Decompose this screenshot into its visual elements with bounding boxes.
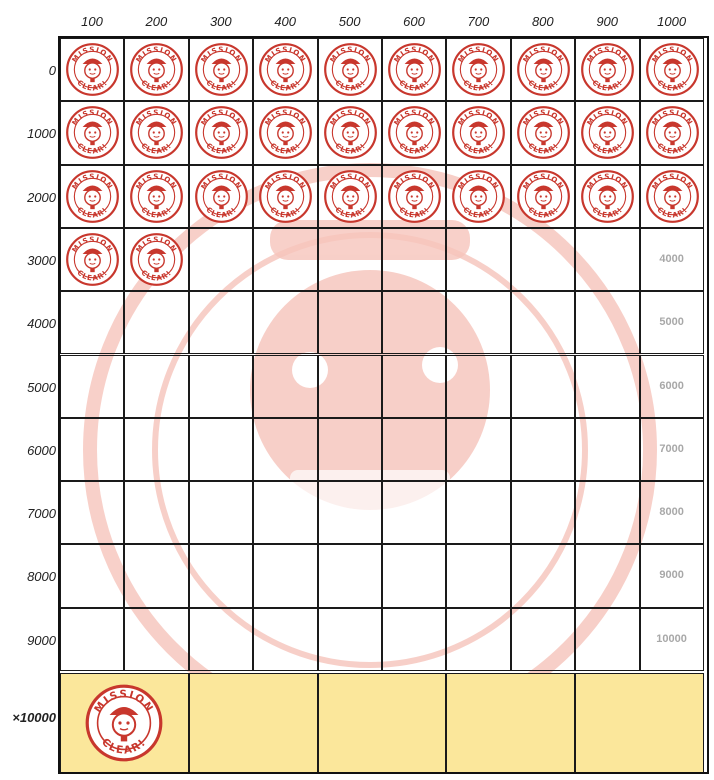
grid-cell[interactable]: [189, 228, 253, 291]
mission-clear-stamp-icon: [129, 169, 184, 224]
bonus-cell[interactable]: [446, 673, 575, 773]
svg-text:MISSION: MISSION: [391, 108, 438, 128]
svg-text:MISSION: MISSION: [327, 44, 373, 65]
svg-text:MISSION: MISSION: [69, 44, 116, 65]
svg-text:MISSION: MISSION: [69, 108, 116, 128]
grid-cell[interactable]: [382, 418, 446, 481]
svg-text:MISSION: MISSION: [520, 108, 566, 128]
grid-cell[interactable]: [318, 418, 382, 481]
svg-text:MISSION: MISSION: [134, 44, 180, 65]
mission-clear-stamp-icon: [580, 169, 635, 224]
grid-cell[interactable]: [382, 355, 446, 418]
svg-text:CLEAR!: CLEAR!: [526, 141, 561, 156]
svg-text:MISSION: MISSION: [198, 108, 244, 128]
mission-clear-stamp-icon: [323, 105, 378, 160]
svg-text:MISSION: MISSION: [649, 108, 695, 128]
mission-clear-stamp-icon: [387, 169, 442, 224]
grid-cell[interactable]: [446, 418, 510, 481]
mission-clear-stamp-icon: [323, 42, 378, 97]
grid-cell[interactable]: [60, 291, 124, 354]
grid-cell[interactable]: [511, 228, 575, 291]
row-header: 6000: [27, 442, 56, 458]
grid-cell[interactable]: [511, 544, 575, 607]
mission-clear-stamp-icon: [258, 169, 313, 224]
grid-cell[interactable]: [575, 291, 639, 354]
svg-text:MISSION: MISSION: [263, 171, 309, 191]
svg-text:MISSION: MISSION: [92, 688, 156, 716]
svg-text:CLEAR!: CLEAR!: [397, 141, 432, 156]
edge-value-label: 9000: [659, 569, 684, 582]
grid-cell[interactable]: [382, 291, 446, 354]
svg-text:CLEAR!: CLEAR!: [99, 736, 149, 757]
svg-text:CLEAR!: CLEAR!: [526, 77, 561, 93]
svg-text:CLEAR!: CLEAR!: [75, 267, 110, 283]
grid-cell[interactable]: [60, 481, 124, 544]
grid-cell[interactable]: [253, 544, 317, 607]
mission-clear-stamp-icon: [194, 42, 249, 97]
grid-cell[interactable]: [511, 608, 575, 671]
mission-clear-stamp-icon: [65, 169, 120, 224]
svg-text:CLEAR!: CLEAR!: [75, 77, 110, 93]
svg-text:MISSION: MISSION: [585, 108, 631, 128]
svg-text:CLEAR!: CLEAR!: [333, 204, 368, 220]
grid-cell[interactable]: [124, 418, 188, 481]
grid-cell[interactable]: [124, 481, 188, 544]
bonus-cell[interactable]: [575, 673, 704, 773]
svg-text:MISSION: MISSION: [456, 171, 502, 191]
mission-clear-stamp-icon: [258, 42, 313, 97]
svg-text:MISSION: MISSION: [649, 171, 695, 191]
grid-cell[interactable]: [253, 291, 317, 354]
grid-cell[interactable]: [253, 228, 317, 291]
svg-text:MISSION: MISSION: [263, 108, 309, 128]
grid-cell[interactable]: [189, 355, 253, 418]
svg-text:CLEAR!: CLEAR!: [590, 141, 625, 156]
grid-cell[interactable]: [124, 291, 188, 354]
column-header: 900: [596, 14, 619, 29]
grid-cell[interactable]: [318, 355, 382, 418]
grid-cell[interactable]: [253, 608, 317, 671]
svg-text:MISSION: MISSION: [649, 44, 695, 65]
grid-cell[interactable]: [511, 291, 575, 354]
grid-cell[interactable]: [189, 418, 253, 481]
row-header: 5000: [27, 379, 56, 395]
grid-cell[interactable]: [382, 481, 446, 544]
svg-text:CLEAR!: CLEAR!: [397, 204, 432, 220]
grid-cell[interactable]: [253, 481, 317, 544]
row-header: 4000: [27, 316, 56, 332]
svg-text:MISSION: MISSION: [585, 171, 631, 191]
svg-text:CLEAR!: CLEAR!: [75, 204, 110, 220]
svg-text:MISSION: MISSION: [520, 44, 566, 65]
grid-cell[interactable]: [318, 481, 382, 544]
row-header: 0: [48, 63, 56, 78]
mission-clear-stamp-icon: [451, 169, 506, 224]
grid-cell[interactable]: [318, 291, 382, 354]
grid-cell[interactable]: [575, 418, 639, 481]
svg-text:CLEAR!: CLEAR!: [139, 141, 174, 156]
mission-clear-stamp-icon: [580, 42, 635, 97]
mission-clear-stamp-icon: [451, 105, 506, 160]
mission-clear-stamp-icon: [387, 105, 442, 160]
svg-text:CLEAR!: CLEAR!: [461, 204, 496, 220]
row-header: 1000: [27, 126, 56, 142]
grid-cell[interactable]: [575, 608, 639, 671]
edge-value-label: 10000: [656, 632, 687, 645]
svg-text:CLEAR!: CLEAR!: [461, 77, 496, 93]
svg-text:MISSION: MISSION: [69, 234, 116, 254]
grid-cell[interactable]: [60, 418, 124, 481]
grid-cell[interactable]: [575, 355, 639, 418]
mission-clear-stamp-icon: [516, 42, 571, 97]
grid-cell[interactable]: [189, 544, 253, 607]
grid-cell[interactable]: [382, 608, 446, 671]
svg-text:MISSION: MISSION: [391, 171, 438, 191]
row-header: 8000: [27, 569, 56, 585]
grid-cell[interactable]: [446, 544, 510, 607]
mission-clear-stamp-icon: [258, 105, 313, 160]
row-header: 9000: [27, 632, 56, 648]
column-header: 800: [531, 14, 554, 29]
bonus-cell[interactable]: [318, 673, 447, 773]
grid-cell[interactable]: [446, 355, 510, 418]
grid-cell[interactable]: [511, 481, 575, 544]
grid-cell[interactable]: [511, 355, 575, 418]
svg-text:CLEAR!: CLEAR!: [590, 77, 625, 93]
mission-clear-stamp-icon: [451, 42, 506, 97]
grid-cell[interactable]: [446, 291, 510, 354]
row-header: 3000: [27, 252, 56, 268]
mission-clear-stamp-icon: [65, 42, 120, 97]
grid-cell[interactable]: [446, 228, 510, 291]
grid-cell[interactable]: [189, 608, 253, 671]
svg-text:CLEAR!: CLEAR!: [268, 204, 303, 220]
grid-cell[interactable]: [575, 481, 639, 544]
svg-text:CLEAR!: CLEAR!: [655, 204, 690, 220]
column-header: 100: [81, 14, 103, 29]
svg-text:CLEAR!: CLEAR!: [655, 77, 690, 93]
svg-text:MISSION: MISSION: [134, 108, 180, 128]
edge-value-label: 5000: [659, 316, 684, 329]
mission-clear-stamp-icon: [323, 169, 378, 224]
svg-text:CLEAR!: CLEAR!: [204, 141, 239, 156]
svg-text:MISSION: MISSION: [456, 108, 502, 128]
grid-cell[interactable]: [124, 608, 188, 671]
mission-clear-stamp-icon: [129, 232, 184, 287]
mission-clear-stamp-icon: [194, 105, 249, 160]
mission-clear-stamp-icon: [129, 105, 184, 160]
column-header: 600: [403, 14, 425, 29]
grid-cell[interactable]: [382, 544, 446, 607]
row-header: 7000: [27, 506, 56, 522]
svg-text:MISSION: MISSION: [134, 234, 180, 254]
mission-clear-stamp-icon: [387, 42, 442, 97]
svg-text:CLEAR!: CLEAR!: [139, 204, 174, 220]
bonus-row-label: ×10000: [12, 710, 56, 725]
svg-text:CLEAR!: CLEAR!: [139, 267, 174, 283]
column-header: 400: [274, 14, 297, 29]
svg-text:CLEAR!: CLEAR!: [268, 77, 303, 93]
grid-cell[interactable]: [60, 608, 124, 671]
column-header: 1000: [657, 14, 687, 29]
grid-cell[interactable]: [382, 228, 446, 291]
svg-text:MISSION: MISSION: [327, 171, 373, 191]
svg-text:CLEAR!: CLEAR!: [333, 141, 368, 156]
svg-text:CLEAR!: CLEAR!: [590, 204, 625, 220]
row-header: 2000: [27, 189, 56, 205]
mission-clear-stamp-icon: [645, 105, 700, 160]
grid-cell[interactable]: [318, 544, 382, 607]
grid-cell[interactable]: [446, 481, 510, 544]
column-header: 500: [338, 14, 361, 29]
grid-cell[interactable]: [124, 544, 188, 607]
svg-text:CLEAR!: CLEAR!: [655, 141, 690, 156]
column-header: 300: [209, 14, 232, 29]
svg-text:MISSION: MISSION: [327, 108, 373, 128]
svg-text:CLEAR!: CLEAR!: [204, 204, 239, 220]
mission-clear-stamp-icon: [516, 169, 571, 224]
column-header: 200: [145, 14, 168, 29]
svg-text:CLEAR!: CLEAR!: [333, 77, 368, 93]
mission-clear-stamp-icon: [516, 105, 571, 160]
grid-cell[interactable]: [253, 418, 317, 481]
mission-clear-stamp-icon: [84, 683, 164, 763]
svg-text:MISSION: MISSION: [263, 44, 309, 65]
svg-text:CLEAR!: CLEAR!: [461, 141, 496, 156]
grid-cell[interactable]: [318, 608, 382, 671]
svg-text:MISSION: MISSION: [520, 171, 566, 191]
svg-text:CLEAR!: CLEAR!: [139, 77, 174, 93]
svg-text:MISSION: MISSION: [69, 171, 116, 191]
edge-value-label: 7000: [659, 442, 684, 455]
grid-cell[interactable]: [446, 608, 510, 671]
svg-text:MISSION: MISSION: [198, 44, 244, 65]
svg-text:MISSION: MISSION: [134, 171, 180, 191]
grid-cell[interactable]: [253, 355, 317, 418]
mission-clear-stamp-icon: [194, 169, 249, 224]
mission-clear-stamp-icon: [580, 105, 635, 160]
column-header: 700: [467, 14, 490, 29]
svg-text:CLEAR!: CLEAR!: [397, 77, 432, 93]
mission-clear-stamp-icon: [129, 42, 184, 97]
edge-value-label: 8000: [659, 506, 684, 519]
svg-text:CLEAR!: CLEAR!: [526, 204, 561, 220]
grid-cell[interactable]: [60, 544, 124, 607]
mission-clear-stamp-icon: [65, 232, 120, 287]
svg-text:MISSION: MISSION: [585, 44, 631, 65]
grid-cell[interactable]: [575, 228, 639, 291]
grid-cell[interactable]: [189, 481, 253, 544]
svg-text:CLEAR!: CLEAR!: [268, 141, 303, 156]
grid-cell[interactable]: [318, 228, 382, 291]
mission-clear-stamp-icon: [65, 105, 120, 160]
mission-clear-stamp-icon: [645, 42, 700, 97]
edge-value-label: 4000: [659, 252, 684, 265]
grid-cell[interactable]: [189, 291, 253, 354]
grid-cell[interactable]: [124, 355, 188, 418]
svg-text:MISSION: MISSION: [198, 171, 244, 191]
grid-cell[interactable]: [511, 418, 575, 481]
svg-text:CLEAR!: CLEAR!: [75, 141, 110, 156]
svg-text:CLEAR!: CLEAR!: [204, 77, 239, 93]
edge-value-label: 6000: [659, 379, 684, 392]
grid-cell[interactable]: [575, 544, 639, 607]
svg-text:MISSION: MISSION: [391, 44, 438, 65]
mission-clear-stamp-icon: [645, 169, 700, 224]
bonus-cell[interactable]: [189, 673, 318, 773]
grid-cell[interactable]: [60, 355, 124, 418]
svg-text:MISSION: MISSION: [456, 44, 502, 65]
